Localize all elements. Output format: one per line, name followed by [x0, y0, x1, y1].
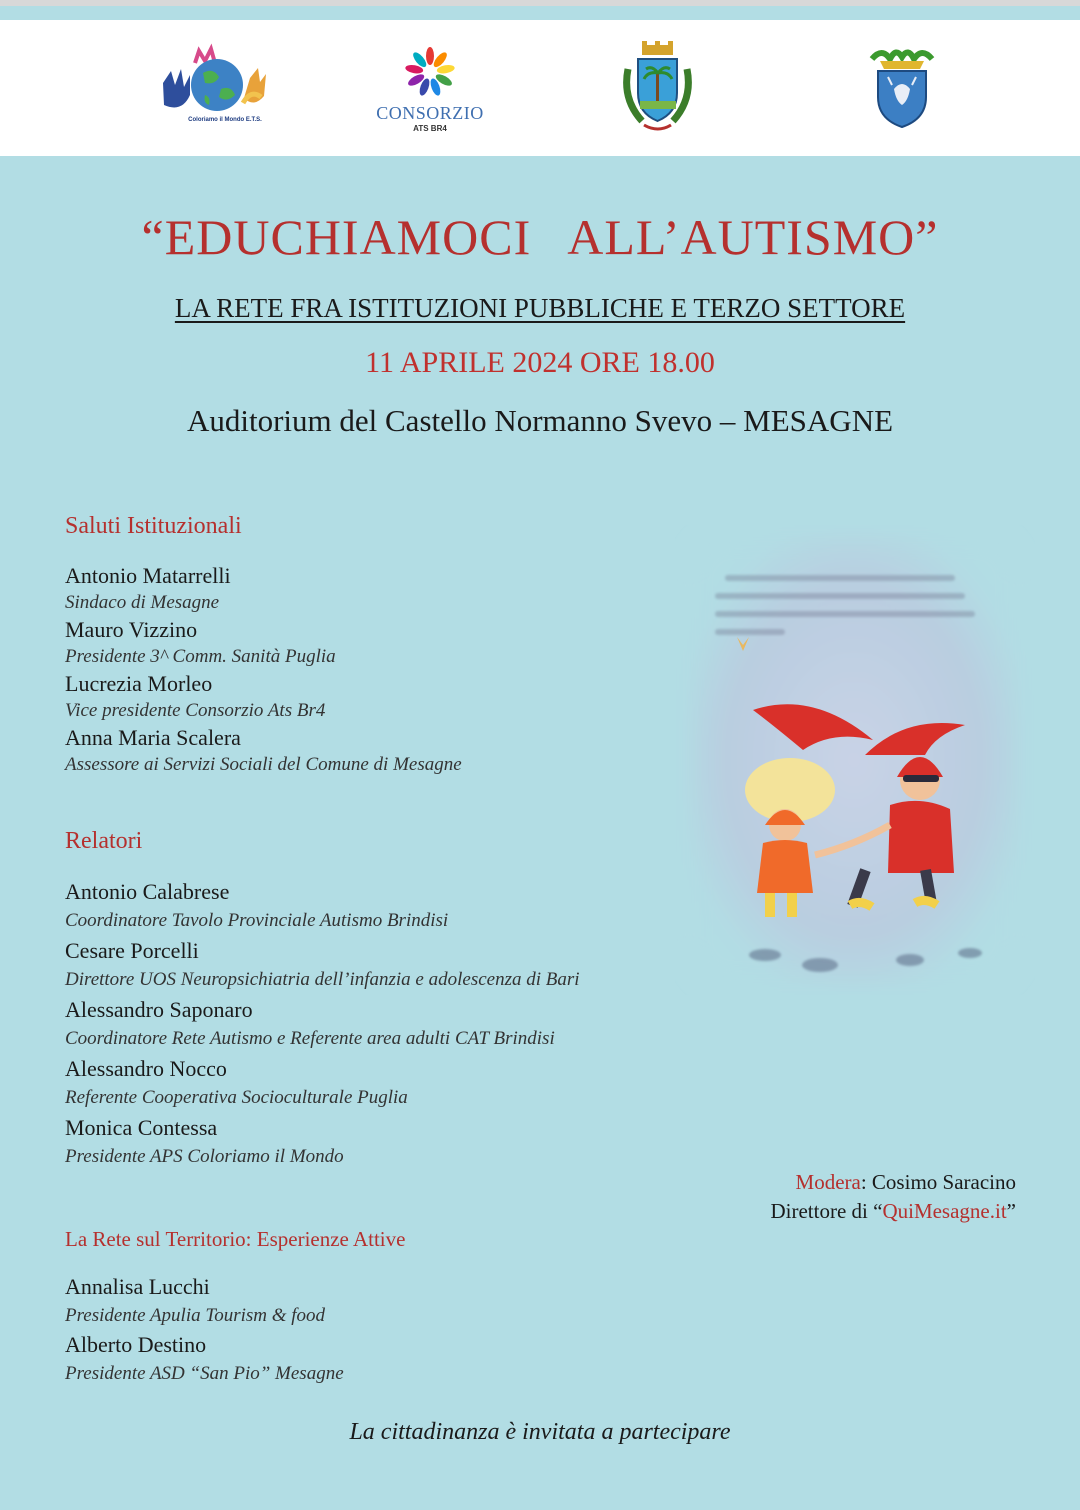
relatori-section	[65, 828, 580, 1172]
relatori-heading: Relatori	[65, 828, 143, 854]
brindisi-crest-logo	[862, 20, 942, 156]
speaker-role: Presidente 3^ Comm. Sanità Puglia	[65, 646, 336, 667]
speaker-role: Referente Cooperativa Socioculturale Puglia	[65, 1087, 408, 1108]
event-venue: Auditorium del Castello Normanno Svevo – MESAGNE	[186, 403, 894, 438]
saluti-list	[65, 562, 462, 778]
children-illustration-image	[675, 525, 1035, 995]
rete-heading: La Rete sul Territorio: Esperienze Attive	[65, 1227, 406, 1251]
speaker-name: Anna Maria Scalera	[65, 725, 241, 750]
saluti-heading: Saluti Istituzionali	[65, 513, 242, 539]
event-title-part2: ALL’AUTISMO”	[567, 209, 939, 265]
speaker-role: Direttore UOS Neuropsichiatria dell’infanzia e adolescenza di Bari	[65, 969, 580, 990]
saluti-section	[65, 513, 462, 778]
relatori-list	[65, 877, 580, 1172]
speaker-name: Cesare Porcelli	[65, 938, 199, 963]
invitation-text: La cittadinanza è invitata a partecipare	[349, 1419, 731, 1445]
speaker-name: Mauro Vizzino	[65, 617, 198, 642]
rete-list	[65, 1272, 405, 1388]
event-title-part1: “EDUCHIAMOCI	[141, 209, 532, 265]
moderator-block	[770, 1168, 1016, 1226]
consorzio-label: CONSORZIO	[376, 103, 484, 123]
speaker-name: Monica Contessa	[65, 1115, 218, 1140]
ats-label: ATS BR4	[413, 124, 447, 133]
speaker-role: Presidente ASD “San Pio” Mesagne	[65, 1363, 344, 1384]
speaker-role: Presidente Apulia Tourism & food	[65, 1305, 326, 1326]
logo-caption: Coloriamo il Mondo E.T.S.	[188, 117, 262, 123]
consorzio-logo	[360, 20, 500, 156]
moderator-line	[770, 1168, 1016, 1197]
speaker-name: Lucrezia Morleo	[65, 671, 213, 696]
speaker-name: Antonio Calabrese	[65, 879, 230, 904]
speaker-role: Coordinatore Rete Autismo e Referente area adulti CAT Brindisi	[65, 1028, 555, 1049]
event-title	[0, 208, 1080, 266]
brindisi-crest-icon	[866, 45, 938, 131]
speaker-role: Assessore ai Servizi Sociali del Comune di Mesagne	[65, 754, 462, 775]
event-date: 11 APRILE 2024 ORE 18.00	[365, 346, 715, 379]
moderator-outlet-link[interactable]: QuiMesagne.it	[882, 1199, 1007, 1223]
rete-section	[65, 1227, 405, 1388]
event-subtitle: LA RETE FRA ISTITUZIONI PUBBLICHE E TERZO SETTORE	[174, 293, 906, 323]
logo-bar	[0, 20, 1080, 156]
speaker-role: Sindaco di Mesagne	[65, 592, 220, 613]
coloriamo-il-mondo-logo	[150, 20, 280, 156]
moderator-name: : Cosimo Saracino	[860, 1170, 1016, 1194]
mesagne-crest-logo	[615, 20, 700, 156]
mesagne-crest-icon	[620, 39, 695, 137]
speaker-role: Vice presidente Consorzio Ats Br4	[65, 700, 326, 721]
top-strip	[0, 6, 1080, 20]
speaker-name: Annalisa Lucchi	[65, 1274, 210, 1299]
speaker-name: Alberto Destino	[65, 1332, 207, 1357]
moderator-label: Modera	[795, 1170, 861, 1194]
moderator-role-suffix: ”	[1006, 1199, 1016, 1223]
moderator-role-prefix: Direttore di “	[770, 1199, 883, 1223]
moderator-role-line	[770, 1197, 1016, 1226]
earth-hands-logo-icon	[155, 43, 275, 133]
speaker-name: Alessandro Saponaro	[65, 997, 253, 1022]
speaker-name: Antonio Matarrelli	[65, 563, 231, 588]
speaker-role: Coordinatore Tavolo Provinciale Autismo Brindisi	[65, 910, 449, 931]
children-illustration	[675, 525, 1035, 995]
consorzio-flower-icon	[400, 43, 460, 101]
speaker-name: Alessandro Nocco	[65, 1056, 227, 1081]
speaker-role: Presidente APS Coloriamo il Mondo	[65, 1146, 344, 1167]
